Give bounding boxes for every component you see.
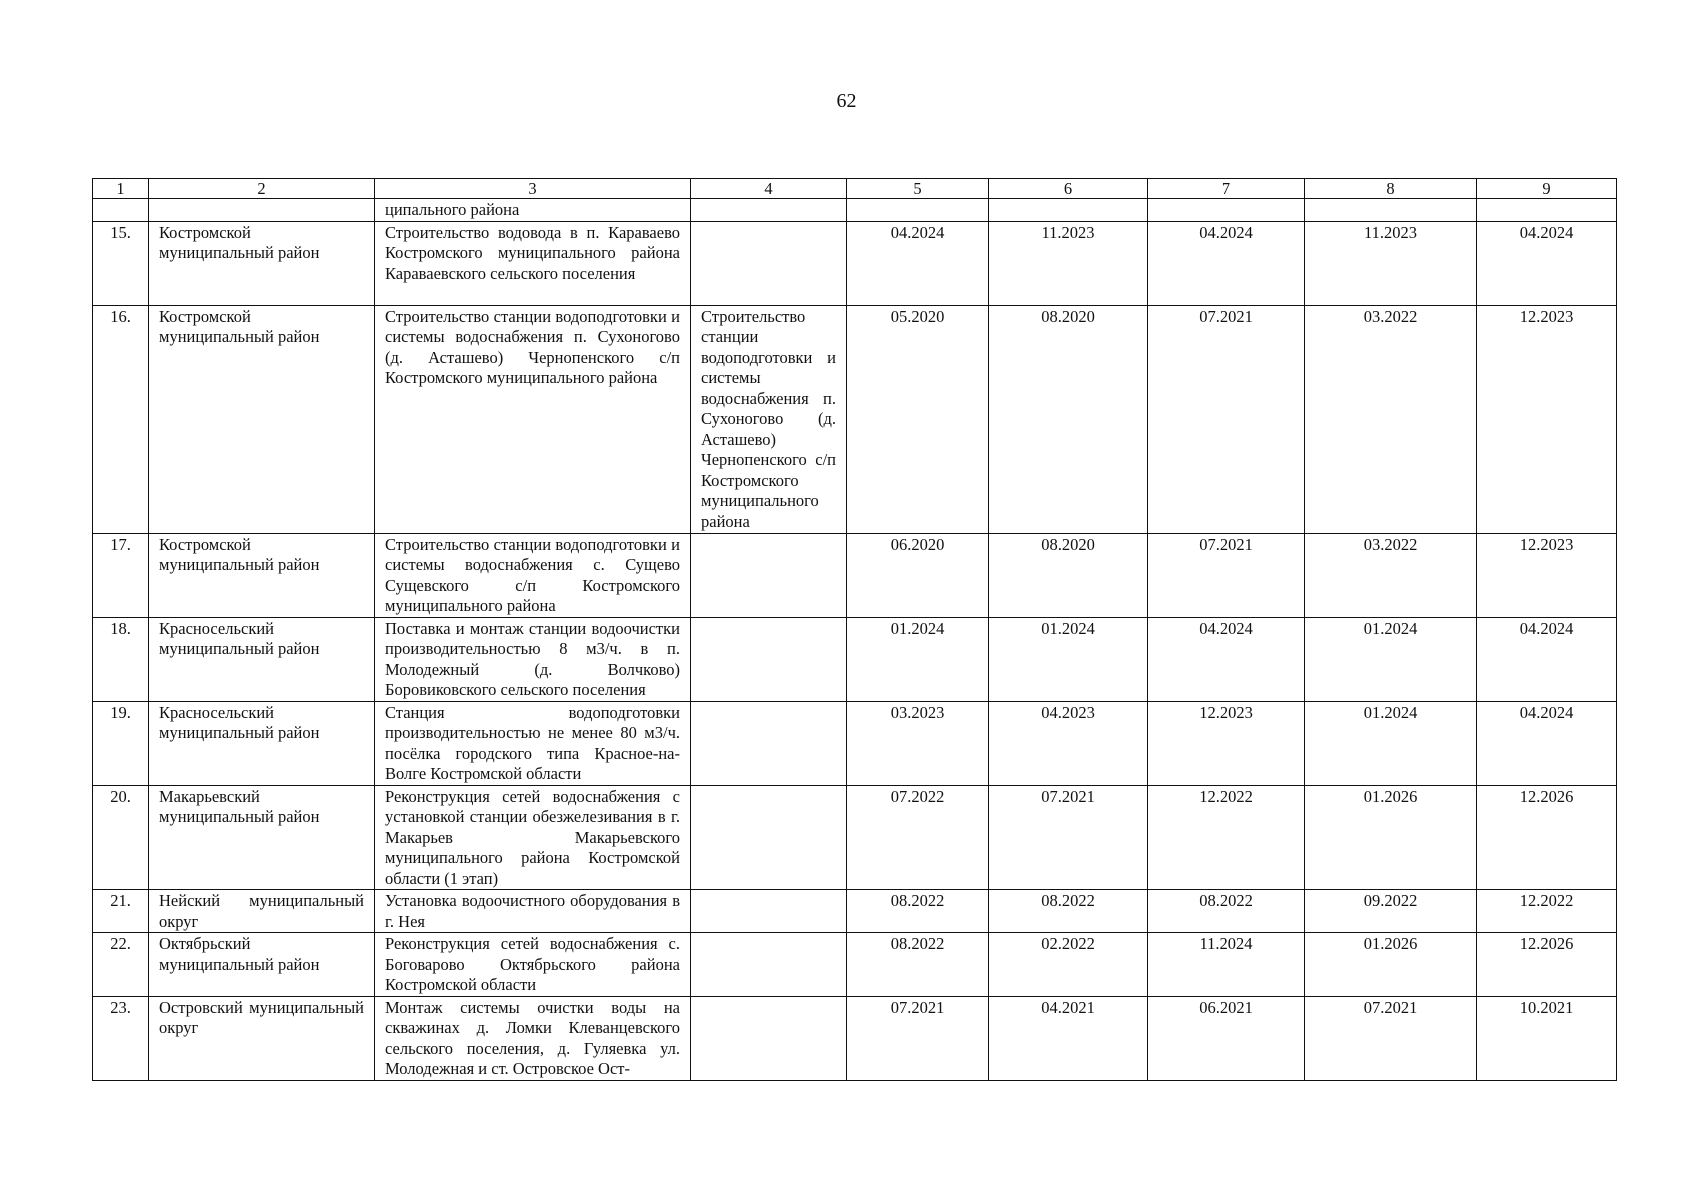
row-number-cell: 22. (93, 933, 149, 997)
object-cell (691, 890, 847, 933)
column-number-cell: 5 (847, 179, 989, 199)
object-cell (691, 933, 847, 997)
date-cell: 01.2026 (1305, 933, 1477, 997)
date-cell: 11.2023 (989, 221, 1148, 305)
date-cell: 12.2023 (1477, 305, 1617, 533)
project-cell: Строительство станции водоподготовки и системы водоснабжения п. Сухоногово (д. Асташево) Чернопенского с/п Костромского муниципального района (375, 305, 691, 533)
date-cell: 03.2023 (847, 701, 989, 785)
projects-table (92, 178, 1617, 1081)
date-cell: 10.2021 (1477, 996, 1617, 1080)
project-cell: Реконструкция сетей водоснабжения с установкой станции обезжелезивания в г. Макарьев Макарьевского муниципального района Костромской области (1 этап) (375, 785, 691, 890)
project-cell: Реконструкция сетей водоснабжения с. Боговарово Октябрьского района Костромской области (375, 933, 691, 997)
date-cell: 04.2023 (989, 701, 1148, 785)
table-cell (847, 199, 989, 222)
district-cell: Макарьевский муниципальный район (149, 785, 375, 890)
date-cell: 01.2024 (847, 617, 989, 701)
table-cell (1305, 199, 1477, 222)
date-cell: 12.2023 (1148, 701, 1305, 785)
table-row (93, 305, 1617, 533)
date-cell: 01.2024 (1305, 701, 1477, 785)
column-number-row (93, 179, 1617, 199)
table-cell (1148, 199, 1305, 222)
date-cell: 07.2021 (1148, 305, 1305, 533)
date-cell: 04.2024 (1477, 221, 1617, 305)
column-number-cell: 4 (691, 179, 847, 199)
table-cell: ципального района (375, 199, 691, 222)
table-row (93, 933, 1617, 997)
project-cell: Станция водоподготовки производительностью не менее 80 м3/ч. посёлка городского типа Красное-на-Волге Костромской области (375, 701, 691, 785)
date-cell: 12.2023 (1477, 533, 1617, 617)
date-cell: 07.2021 (1305, 996, 1477, 1080)
date-cell: 04.2024 (1148, 617, 1305, 701)
date-cell: 03.2022 (1305, 305, 1477, 533)
date-cell: 08.2022 (989, 890, 1148, 933)
column-number-cell: 7 (1148, 179, 1305, 199)
district-cell: Костромской муниципальный район (149, 221, 375, 305)
table-cell (1477, 199, 1617, 222)
date-cell: 06.2021 (1148, 996, 1305, 1080)
date-cell: 04.2024 (1477, 617, 1617, 701)
date-cell: 04.2024 (1148, 221, 1305, 305)
page-number: 62 (836, 90, 857, 112)
object-cell (691, 996, 847, 1080)
date-cell: 01.2026 (1305, 785, 1477, 890)
district-cell: Красносельский муниципальный район (149, 701, 375, 785)
row-number-cell: 18. (93, 617, 149, 701)
row-number-cell: 17. (93, 533, 149, 617)
date-cell: 11.2023 (1305, 221, 1477, 305)
row-number-cell: 15. (93, 221, 149, 305)
table-cell (149, 199, 375, 222)
date-cell: 04.2024 (847, 221, 989, 305)
column-number-cell: 2 (149, 179, 375, 199)
column-number-cell: 1 (93, 179, 149, 199)
date-cell: 07.2021 (989, 785, 1148, 890)
date-cell: 07.2022 (847, 785, 989, 890)
date-cell: 01.2024 (1305, 617, 1477, 701)
project-cell: Поставка и монтаж станции водоочистки производительностью 8 м3/ч. в п. Молодежный (д. Волчково) Боровиковского сельского поселения (375, 617, 691, 701)
row-number-cell: 19. (93, 701, 149, 785)
object-cell (691, 533, 847, 617)
row-number-cell: 20. (93, 785, 149, 890)
date-cell: 08.2022 (847, 933, 989, 997)
date-cell: 08.2022 (847, 890, 989, 933)
date-cell: 03.2022 (1305, 533, 1477, 617)
date-cell: 12.2022 (1477, 890, 1617, 933)
date-cell: 08.2020 (989, 533, 1148, 617)
row-number-cell: 16. (93, 305, 149, 533)
date-cell: 12.2026 (1477, 933, 1617, 997)
date-cell: 06.2020 (847, 533, 989, 617)
object-cell (691, 221, 847, 305)
column-number-cell: 6 (989, 179, 1148, 199)
row-number-cell: 23. (93, 996, 149, 1080)
project-cell: Строительство водовода в п. Караваево Костромского муниципального района Караваевского сельского поселения (375, 221, 691, 305)
column-number-cell: 3 (375, 179, 691, 199)
table-row (93, 701, 1617, 785)
date-cell: 08.2022 (1148, 890, 1305, 933)
date-cell: 02.2022 (989, 933, 1148, 997)
district-cell: Красносельский муниципальный район (149, 617, 375, 701)
table-cell (691, 199, 847, 222)
table-row (93, 533, 1617, 617)
project-cell: Строительство станции водоподготовки и системы водоснабжения с. Сущево Сущевского с/п Костромского муниципального района (375, 533, 691, 617)
date-cell: 08.2020 (989, 305, 1148, 533)
object-cell (691, 701, 847, 785)
object-cell (691, 785, 847, 890)
table-cell (93, 199, 149, 222)
object-cell: Строительство станции водоподготовки и системы водоснабжения п. Сухоногово (д. Асташево) Чернопенского с/п Костромского муниципального района (691, 305, 847, 533)
table-row (93, 890, 1617, 933)
column-number-cell: 9 (1477, 179, 1617, 199)
project-cell: Монтаж системы очистки воды на скважинах д. Ломки Клеванцевского сельского поселения, д. Гуляевка ул. Молодежная и ст. Островское Ост- (375, 996, 691, 1080)
date-cell: 12.2026 (1477, 785, 1617, 890)
date-cell: 05.2020 (847, 305, 989, 533)
date-cell: 04.2021 (989, 996, 1148, 1080)
date-cell: 01.2024 (989, 617, 1148, 701)
table-row (93, 996, 1617, 1080)
column-number-cell: 8 (1305, 179, 1477, 199)
project-cell: Установка водоочистного оборудования в г. Нея (375, 890, 691, 933)
district-cell: Костромской муниципальный район (149, 533, 375, 617)
table-row (93, 221, 1617, 305)
table-row (93, 617, 1617, 701)
row-number-cell: 21. (93, 890, 149, 933)
object-cell (691, 617, 847, 701)
date-cell: 07.2021 (1148, 533, 1305, 617)
date-cell: 04.2024 (1477, 701, 1617, 785)
date-cell: 11.2024 (1148, 933, 1305, 997)
district-cell: Октябрьский муниципальный район (149, 933, 375, 997)
continuation-row (93, 199, 1617, 222)
date-cell: 12.2022 (1148, 785, 1305, 890)
district-cell: Костромской муниципальный район (149, 305, 375, 533)
table-cell (989, 199, 1148, 222)
date-cell: 09.2022 (1305, 890, 1477, 933)
date-cell: 07.2021 (847, 996, 989, 1080)
table-row (93, 785, 1617, 890)
district-cell: Островский муниципальный округ (149, 996, 375, 1080)
district-cell: Нейский муниципальный округ (149, 890, 375, 933)
